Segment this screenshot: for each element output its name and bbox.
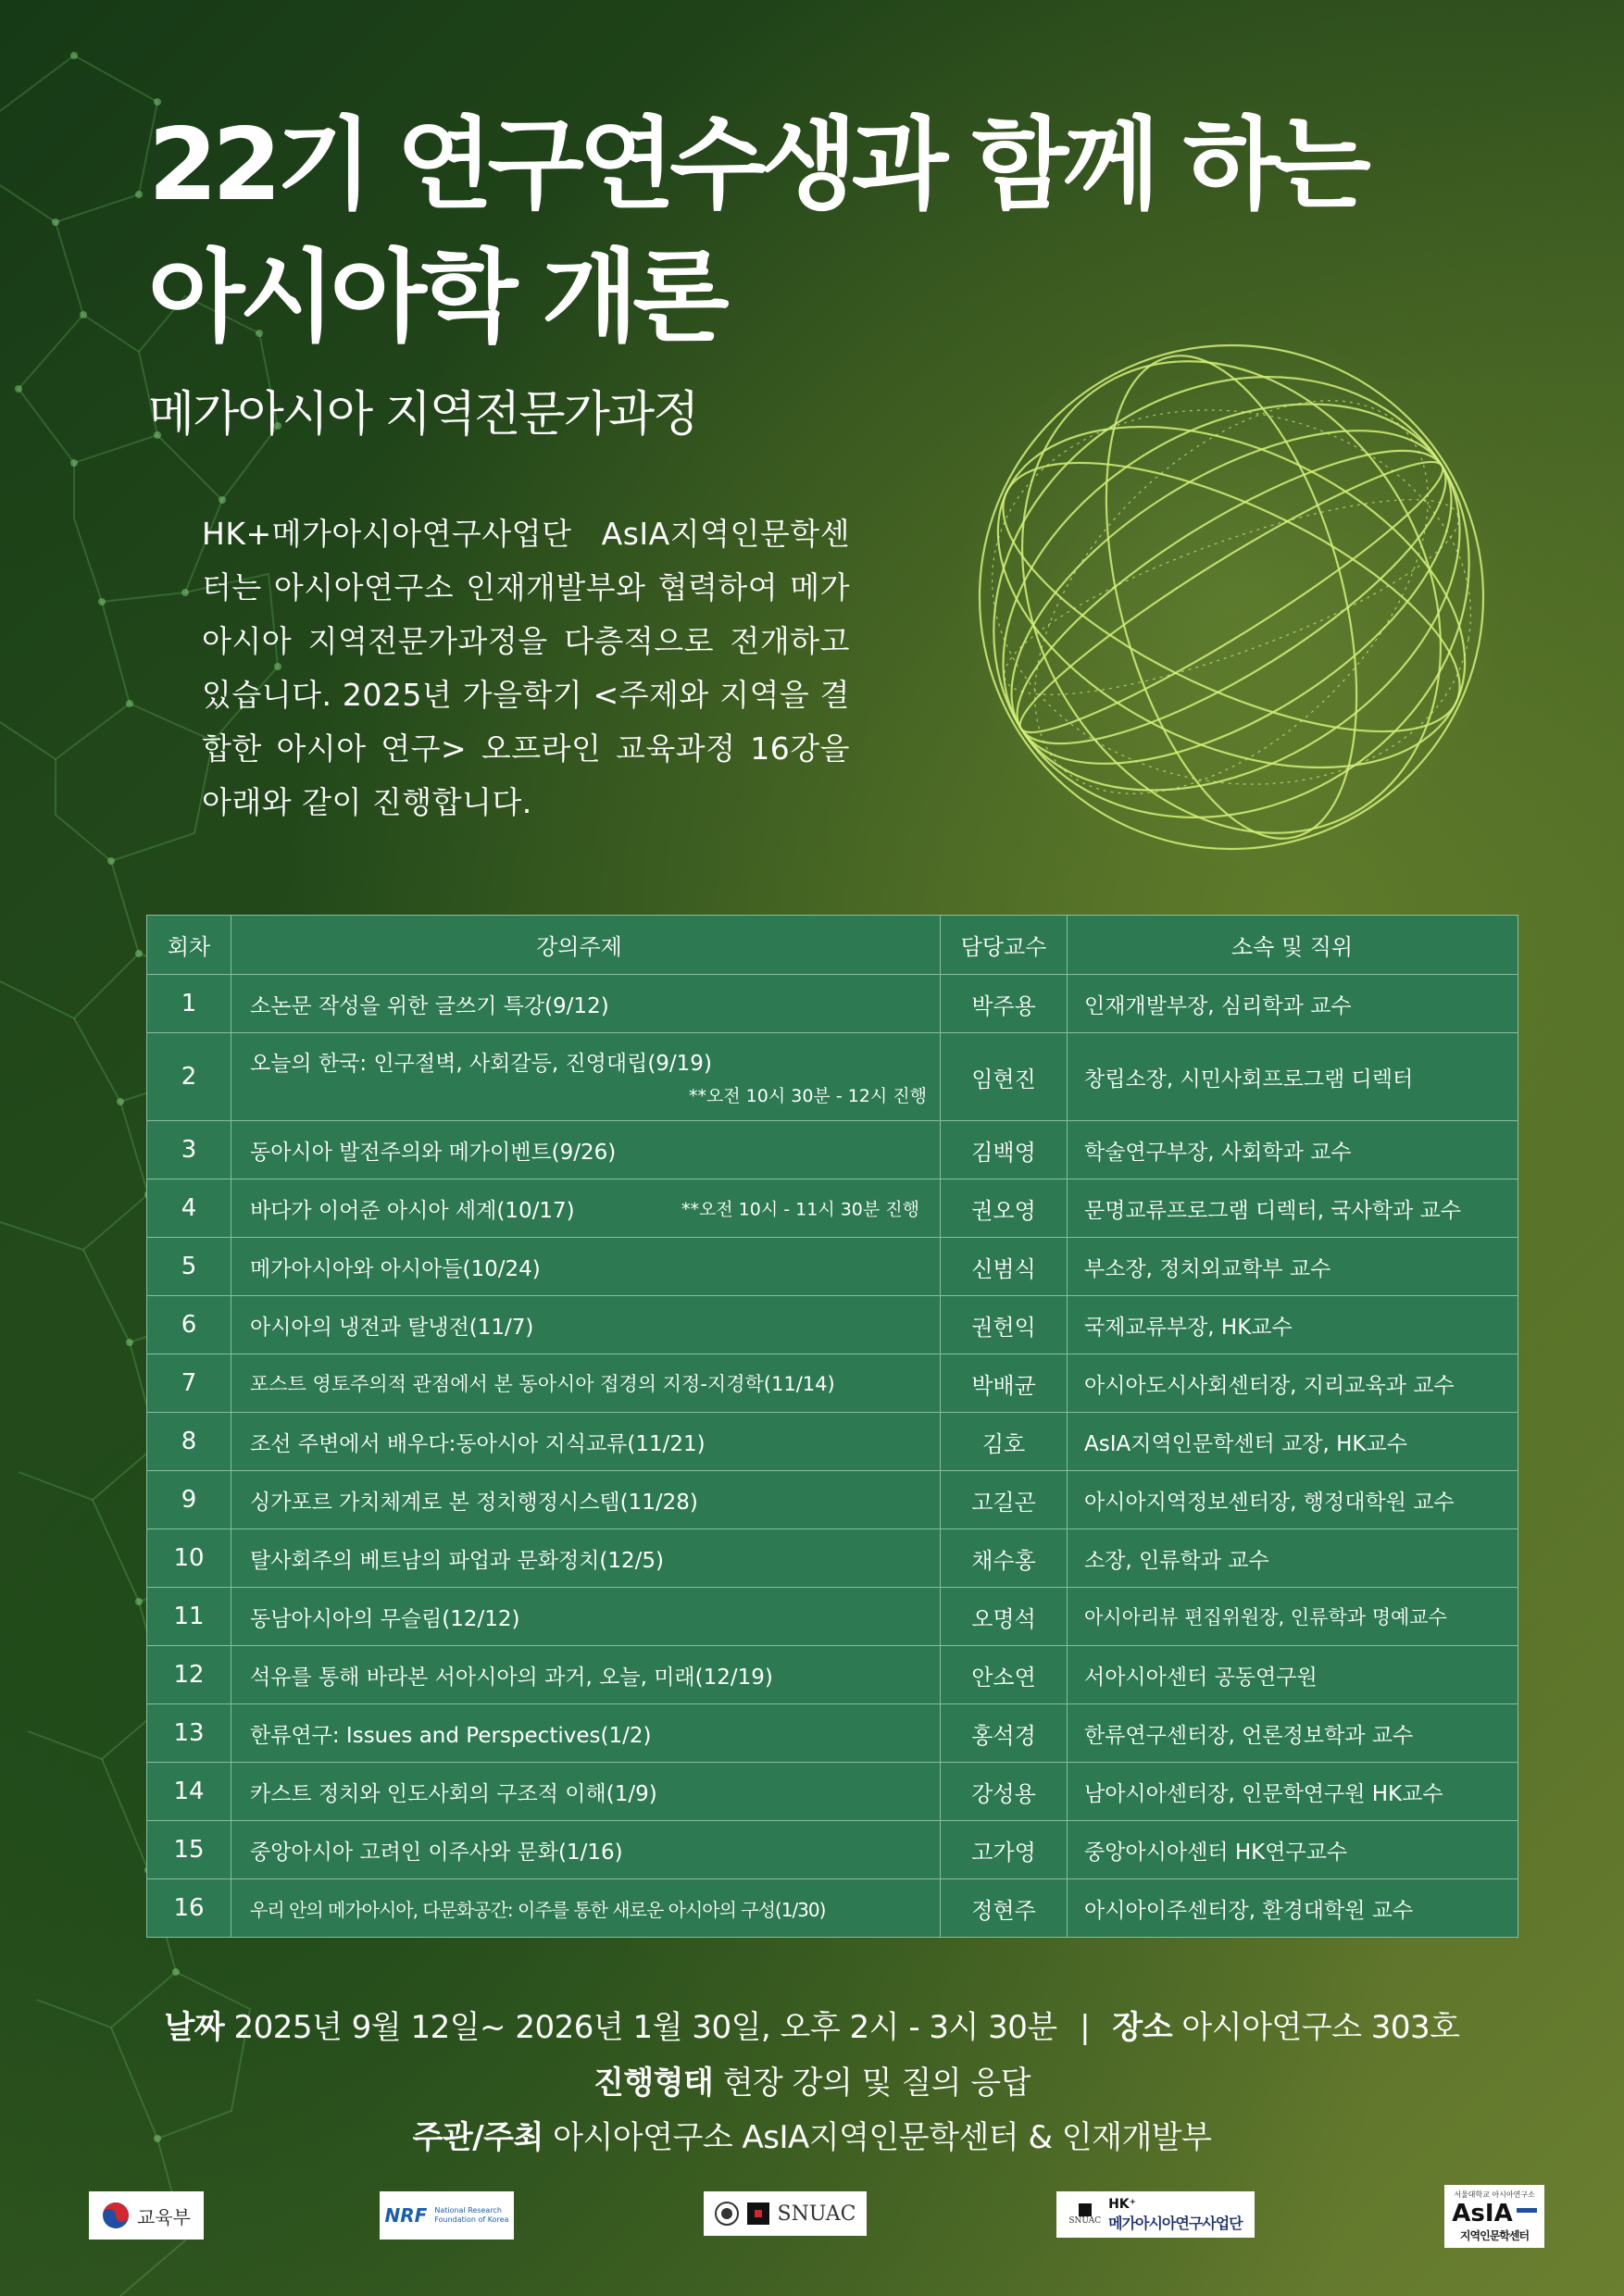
table-row <box>147 1821 1518 1879</box>
cell-no: 12 <box>147 1646 231 1704</box>
table-row <box>147 1704 1518 1763</box>
table-row <box>147 1763 1518 1821</box>
cell-no: 14 <box>147 1763 231 1821</box>
table-row <box>147 1471 1518 1529</box>
cell-topic-with-note <box>231 1033 941 1121</box>
cell-no: 13 <box>147 1704 231 1763</box>
asia-small-text: 서울대학교 아시아연구소 <box>1454 2190 1535 2199</box>
taegeuk-icon <box>102 2202 130 2229</box>
cell-note: **오전 10시 30분 - 12시 진행 <box>688 1086 927 1106</box>
moe-text: 교육부 <box>137 2205 191 2228</box>
cell-affiliation: AsIA지역인문학센터 교장, HK교수 <box>1068 1413 1518 1471</box>
header-affiliation: 소속 및 직위 <box>1068 916 1518 975</box>
snuac-logo <box>704 2191 867 2236</box>
cell-affiliation: 아시아이주센터장, 환경대학원 교수 <box>1068 1879 1518 1938</box>
asia-big-row <box>1452 2202 1536 2226</box>
cell-professor: 고가영 <box>941 1821 1068 1879</box>
cell-topic: 바다가 이어준 아시아 세계(10/17) <box>250 1198 575 1223</box>
asia-sub-text: 지역인문학센터 <box>1459 2229 1530 2242</box>
date-value: 2025년 9월 12일~ 2026년 1월 30일, 오후 2시 - 3시 30분 <box>233 2009 1057 2046</box>
table-row <box>147 1296 1518 1354</box>
place-label: 장소 <box>1112 2009 1173 2046</box>
asia-humanities-center-logo <box>1444 2185 1544 2248</box>
snu-emblem-icon <box>715 2202 739 2226</box>
intro-text <box>202 507 850 830</box>
cell-topic: 석유를 통해 바라본 서아시아의 과거, 오늘, 미래(12/19) <box>231 1646 941 1704</box>
cell-professor: 박배균 <box>941 1354 1068 1413</box>
cell-topic: 탈사회주의 베트남의 파업과 문화정치(12/5) <box>231 1529 941 1588</box>
cell-affiliation: 인재개발부장, 심리학과 교수 <box>1068 975 1518 1033</box>
cell-no: 8 <box>147 1413 231 1471</box>
cell-affiliation: 중앙아시아센터 HK연구교수 <box>1068 1821 1518 1879</box>
header-topic: 강의주제 <box>231 916 941 975</box>
nrf-text-line-2: Foundation of Korea <box>434 2215 509 2224</box>
cell-no: 4 <box>147 1179 231 1238</box>
cell-topic: 동아시아 발전주의와 메가이벤트(9/26) <box>231 1121 941 1179</box>
cell-professor: 임현진 <box>941 1033 1068 1121</box>
table-row <box>147 1413 1518 1471</box>
hk-plus-text: HK⁺ <box>1108 2196 1137 2212</box>
wireframe-globe-illustration <box>926 329 1537 866</box>
cell-no: 10 <box>147 1529 231 1588</box>
cell-affiliation: 아시아도시사회센터장, 지리교육과 교수 <box>1068 1354 1518 1413</box>
host-label: 주관/주최 <box>412 2119 543 2156</box>
cell-professor: 김호 <box>941 1413 1068 1471</box>
snu-square-icon <box>1079 2203 1092 2216</box>
cell-topic: 조선 주변에서 배우다:동아시아 지식교류(11/21) <box>231 1413 941 1471</box>
title-line-1: 22기 연구연수생과 함께 하는 <box>148 107 1366 223</box>
white-bar <box>1517 2215 1537 2219</box>
cell-professor: 오명석 <box>941 1588 1068 1646</box>
cell-topic: 한류연구: Issues and Perspectives(1/2) <box>231 1704 941 1763</box>
cell-affiliation: 아시아지역정보센터장, 행정대학원 교수 <box>1068 1471 1518 1529</box>
cell-no: 16 <box>147 1879 231 1938</box>
format-label: 진행형태 <box>593 2065 714 2102</box>
header-professor: 담당교수 <box>941 916 1068 975</box>
table-row <box>147 1179 1518 1238</box>
cell-no: 11 <box>147 1588 231 1646</box>
info-format <box>0 2057 1624 2103</box>
cell-professor: 고길곤 <box>941 1471 1068 1529</box>
cell-topic: 소논문 작성을 위한 글쓰기 특강(9/12) <box>231 975 941 1033</box>
blue-bar <box>1517 2208 1537 2213</box>
host-value: 아시아연구소 AsIA지역인문학센터 & 인재개발부 <box>553 2119 1212 2156</box>
table-row <box>147 1121 1518 1179</box>
nrf-mark: NRF <box>384 2204 428 2227</box>
cell-professor: 강성용 <box>941 1763 1068 1821</box>
cell-no: 3 <box>147 1121 231 1179</box>
cell-professor: 홍석경 <box>941 1704 1068 1763</box>
cell-affiliation: 서아시아센터 공동연구원 <box>1068 1646 1518 1704</box>
nrf-logo <box>380 2191 514 2240</box>
cell-topic: 중앙아시아 고려인 이주사와 문화(1/16) <box>231 1821 941 1879</box>
ministry-of-education-logo <box>89 2191 204 2240</box>
table-header-row <box>147 916 1518 975</box>
cell-topic: 동남아시아의 무슬림(12/12) <box>231 1588 941 1646</box>
cell-topic: 카스트 정치와 인도사회의 구조적 이해(1/9) <box>231 1763 941 1821</box>
table-row <box>147 1529 1518 1588</box>
nrf-text-line-1: National Research <box>434 2206 502 2215</box>
cell-professor: 박주용 <box>941 975 1068 1033</box>
cell-professor: 권오영 <box>941 1179 1068 1238</box>
snuac-text: SNUAC <box>777 2202 856 2226</box>
place-value: 아시아연구소 303호 <box>1181 2009 1460 2046</box>
cell-topic: 싱가포르 가치체계로 본 정치행정시스템(11/28) <box>231 1471 941 1529</box>
cell-affiliation: 부소장, 정치외교학부 교수 <box>1068 1238 1518 1296</box>
lecture-schedule-table <box>146 915 1518 1938</box>
hk-mega-asia-logo <box>1056 2191 1255 2238</box>
asia-color-bars <box>1517 2208 1537 2219</box>
table-row <box>147 1238 1518 1296</box>
cell-topic: 우리 안의 메가아시아, 다문화공간: 이주를 통한 새로운 아시아의 구성(1/30) <box>231 1879 941 1938</box>
title-line-2: 아시아학 개론 <box>148 240 724 356</box>
table-row <box>147 1354 1518 1413</box>
cell-no: 15 <box>147 1821 231 1879</box>
cell-affiliation: 창립소장, 시민사회프로그램 디렉터 <box>1068 1033 1518 1121</box>
cell-no: 1 <box>147 975 231 1033</box>
cell-no: 2 <box>147 1033 231 1121</box>
table-row <box>147 1646 1518 1704</box>
info-date-place <box>0 2002 1624 2047</box>
date-label: 날짜 <box>164 2009 225 2046</box>
cell-no: 9 <box>147 1471 231 1529</box>
info-separator: | <box>1080 2009 1091 2046</box>
hk-logo-right <box>1108 2197 1243 2233</box>
info-host <box>0 2112 1624 2157</box>
cell-no: 5 <box>147 1238 231 1296</box>
cell-affiliation: 소장, 인류학과 교수 <box>1068 1529 1518 1588</box>
cell-professor: 채수홍 <box>941 1529 1068 1588</box>
table-row <box>147 1033 1518 1121</box>
cell-topic: 오늘의 한국: 인구절벽, 사회갈등, 진영대립(9/19) <box>250 1052 712 1076</box>
cell-affiliation: 남아시아센터장, 인문학연구원 HK교수 <box>1068 1763 1518 1821</box>
cell-affiliation: 학술연구부장, 사회학과 교수 <box>1068 1121 1518 1179</box>
nrf-text <box>434 2206 508 2225</box>
cell-note: **오전 10시 - 11시 30분 진행 <box>681 1199 919 1220</box>
hk-name-text: 메가아시아연구사업단 <box>1108 2214 1243 2232</box>
hk-logo-left <box>1068 2203 1101 2226</box>
cell-affiliation: 문명교류프로그램 디렉터, 국사학과 교수 <box>1068 1179 1518 1238</box>
cell-affiliation: 아시아리뷰 편집위원장, 인류학과 명예교수 <box>1068 1588 1518 1646</box>
cell-topic: 포스트 영토주의적 관점에서 본 동아시아 접경의 지정-지경학(11/14) <box>231 1354 941 1413</box>
asia-big-text: AsIA <box>1452 2200 1513 2227</box>
format-value: 현장 강의 및 질의 응답 <box>722 2065 1031 2102</box>
cell-professor: 신범식 <box>941 1238 1068 1296</box>
cell-affiliation: 한류연구센터장, 언론정보학과 교수 <box>1068 1704 1518 1763</box>
cell-topic: 아시아의 냉전과 탈냉전(11/7) <box>231 1296 941 1354</box>
cell-topic-with-note <box>231 1179 941 1238</box>
cell-no: 6 <box>147 1296 231 1354</box>
table-row <box>147 975 1518 1033</box>
cell-affiliation: 국제교류부장, HK교수 <box>1068 1296 1518 1354</box>
cell-professor: 김백영 <box>941 1121 1068 1179</box>
hk-snuac-text: SNUAC <box>1068 2216 1102 2226</box>
table-row <box>147 1588 1518 1646</box>
table-row <box>147 1879 1518 1938</box>
cell-no: 7 <box>147 1354 231 1413</box>
cell-topic: 메가아시아와 아시아들(10/24) <box>231 1238 941 1296</box>
subtitle: 메가아시아 지역전문가과정 <box>148 387 698 443</box>
cell-professor: 정현주 <box>941 1879 1068 1938</box>
snuac-emblem-icon <box>746 2202 770 2226</box>
cell-professor: 권헌익 <box>941 1296 1068 1354</box>
header-no: 회차 <box>147 916 231 975</box>
cell-professor: 안소연 <box>941 1646 1068 1704</box>
intro-paragraph: HK+메가아시아연구사업단 AsIA지역인문학센터는 아시아연구소 인재개발부와 협력하여 메가아시아 지역전문가과정을 다층적으로 전개하고 있습니다. 2025년 가을학기 <주제와 지역을 결합한 아시아 연구> 오프라인 교육과정 16강을 아래와 같이 진행합니다. <box>202 516 850 820</box>
